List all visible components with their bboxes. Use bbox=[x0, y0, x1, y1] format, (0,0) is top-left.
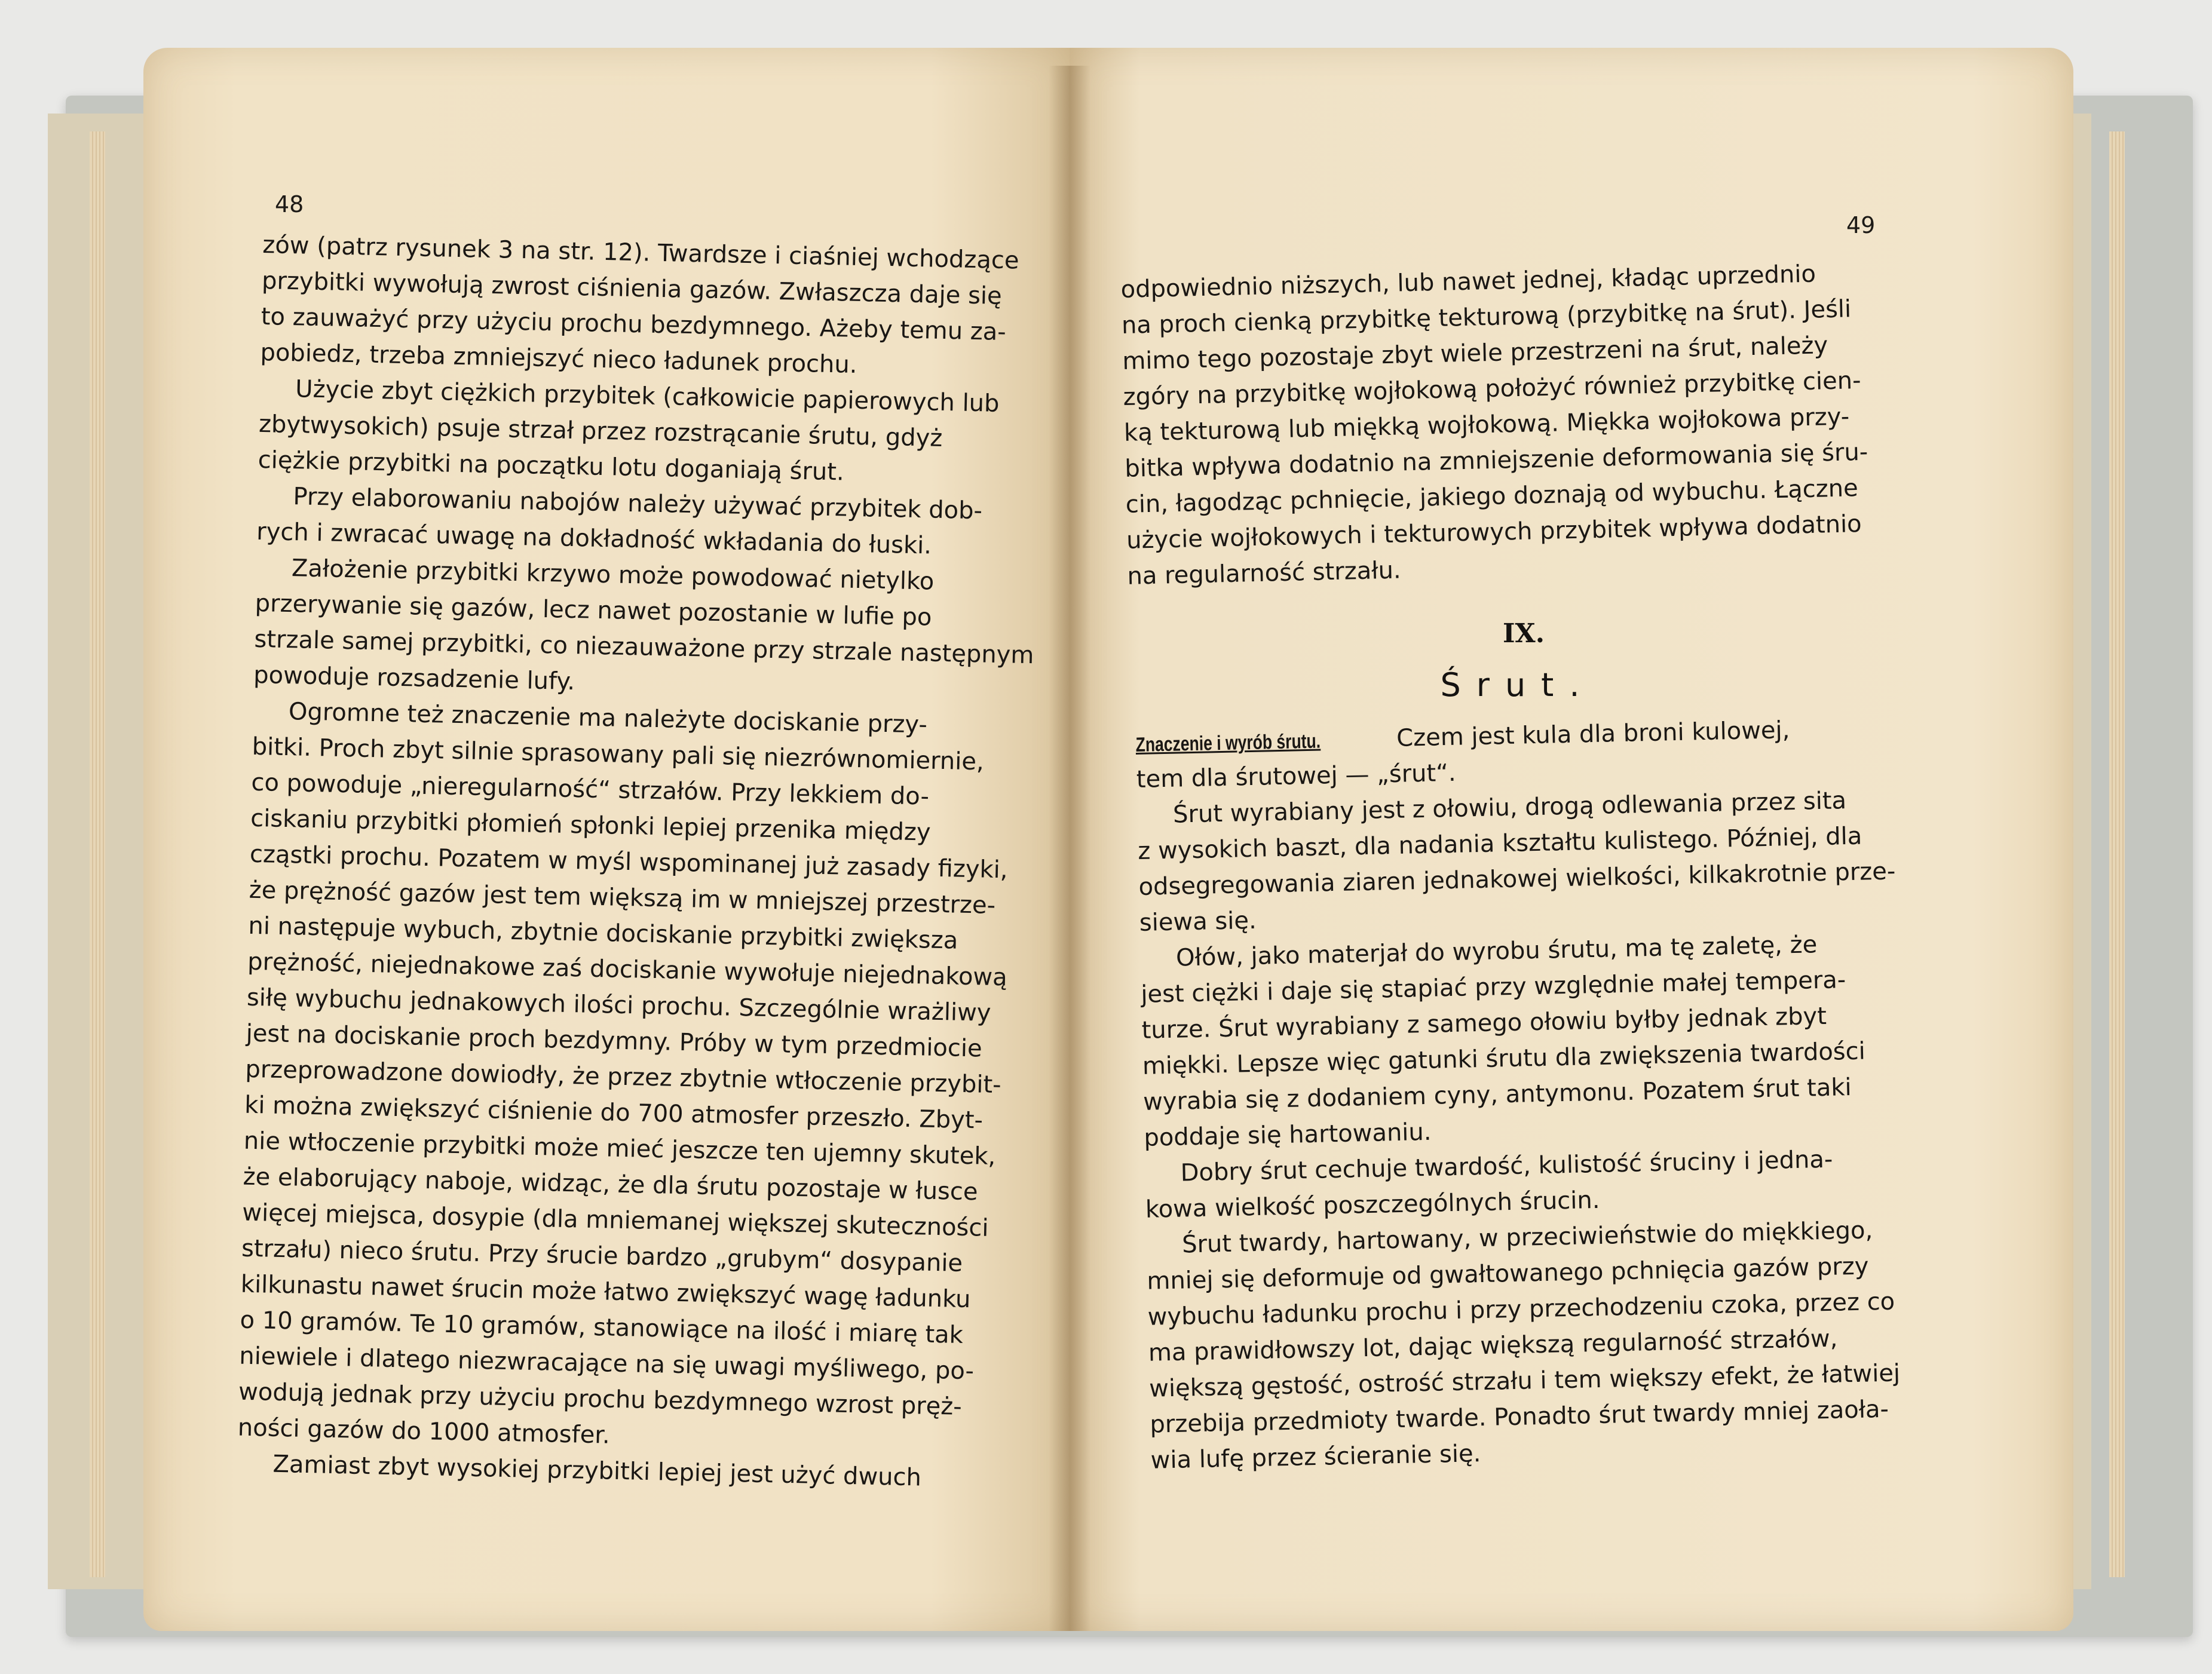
text-line: pobiedz, trzeba zmniejszyć nieco ładunek prochu. bbox=[260, 338, 857, 379]
text-line: rych i zwracać uwagę na dokładność wkładania do łuski. bbox=[256, 517, 932, 560]
text-line: zów (patrz rysunek 3 na str. 12). Twardsze i ciaśniej wchodzące bbox=[262, 231, 1019, 275]
text-line: więcej miejsca, dosypie (dla mniemanej większej skuteczności bbox=[241, 1198, 989, 1242]
text-line: wybuchu ładunku prochu i przy przechodzeniu czoka, przez co bbox=[1147, 1287, 1895, 1331]
chapter-title: Śrut. bbox=[1440, 666, 1595, 704]
text-line: kilkunastu nawet śrucin może łatwo zwiększyć wagę ładunku bbox=[240, 1270, 971, 1314]
text-line: ni następuje wybuch, zbytnie dociskanie przybitki zwiększa bbox=[248, 912, 958, 955]
text-line: siłę wybuchu jednakowych ilości prochu. Szczególnie wrażliwy bbox=[246, 983, 991, 1027]
text-line: to zauważyć przy użyciu prochu bezdymnego. Ażeby temu za- bbox=[261, 302, 1007, 347]
text-line: ciskaniu przybitki płomień spłonki lepiej przenika między bbox=[250, 804, 932, 847]
text-line: o 10 gramów. Te 10 gramów, stanowiące na ilość i miarę tak bbox=[240, 1306, 964, 1349]
text-line: poddaje się hartowaniu. bbox=[1143, 1118, 1432, 1152]
text-line: Dobry śrut cechuje twardość, kulistość śruciny i jedna- bbox=[1180, 1145, 1833, 1187]
right-page-top-text bbox=[1120, 254, 1922, 594]
text-line: Ołów, jako materjał do wyrobu śrutu, ma tę zaletę, że bbox=[1175, 931, 1818, 972]
text-line: Śrut wyrabiany jest z ołowiu, drogą odlewania przez sita bbox=[1172, 787, 1847, 829]
text-line: jest na dociskanie proch bezdymny. Próby w tym przedmiocie bbox=[246, 1019, 983, 1063]
text-line: strzale samej przybitki, co niezauważone przy strzale następnym bbox=[254, 625, 1034, 670]
right-page-number: 49 bbox=[1846, 212, 1876, 238]
text-line: ką tekturową lub miękką wojłokową. Miękka wojłokowa przy- bbox=[1123, 403, 1850, 447]
left-page-text bbox=[237, 227, 1034, 1497]
text-line: ności gazów do 1000 atmosfer. bbox=[237, 1414, 611, 1449]
text-line: z wysokich baszt, dla nadania kształtu kulistego. Później, dla bbox=[1137, 822, 1862, 865]
text-line: prężność, niejednakowe zaś dociskanie wywołuje niejednakową bbox=[247, 948, 1008, 992]
left-page-edges bbox=[90, 131, 105, 1577]
text-line: przerywanie się gazów, lecz nawet pozostanie w lufie po bbox=[255, 589, 932, 631]
text-line: siewa się. bbox=[1139, 906, 1257, 937]
text-line: zbytwysokich) psuje strzał przez rozstrącanie śrutu, gdyż bbox=[258, 410, 943, 452]
text-line: większą gęstość, ostrość strzału i tem większy efekt, że łatwiej bbox=[1148, 1359, 1901, 1403]
text-line: Śrut twardy, hartowany, w przeciwieństwie do miękkiego, bbox=[1181, 1216, 1873, 1259]
text-line: że elaborujący naboje, widząc, że dla śrutu pozostaje w łusce bbox=[243, 1163, 978, 1206]
text-line: Ogromne też znaczenie ma należyte dociskanie przy- bbox=[288, 698, 928, 739]
text-line: jest ciężki i daje się stapiać przy względnie małej tempera- bbox=[1140, 966, 1846, 1008]
text-line: cin, łagodząc pchnięcie, jakiego doznają od wybuchu. Łączne bbox=[1125, 474, 1859, 519]
text-line: odsegregowania ziaren jednakowej wielkości, kilkakrotnie prze- bbox=[1138, 857, 1896, 901]
text-line: przebija przedmioty twarde. Ponadto śrut twardy mniej zaoła- bbox=[1150, 1395, 1889, 1439]
right-page-edges bbox=[2109, 131, 2125, 1577]
text-line: wodują jednak przy użyciu prochu bezdymnego wzrost pręż- bbox=[238, 1378, 963, 1421]
text-line: bitki. Proch zbyt silnie sprasowany pali się niezrównomiernie, bbox=[252, 732, 985, 776]
text-line: nie wtłoczenie przybitki może mieć jeszcze ten ujemny skutek, bbox=[243, 1127, 996, 1171]
text-line: że prężność gazów jest tem większą im w mniejszej przestrze- bbox=[249, 876, 996, 919]
text-line: na proch cienką przybitkę tekturową (przybitkę na śrut). Jeśli bbox=[1121, 295, 1852, 339]
text-line: zgóry na przybitkę wojłokową położyć również przybitkę cien- bbox=[1123, 366, 1862, 411]
text-line: Zamiast zbyt wysokiej przybitki lepiej jest użyć dwuch bbox=[272, 1450, 922, 1492]
text-line: na regularność strzału. bbox=[1127, 556, 1402, 590]
text-line: Założenie przybitki krzywo może powodować nietylko bbox=[291, 554, 935, 596]
text-line: przeprowadzone dowiodły, że przez zbytnie wtłoczenie przybit- bbox=[244, 1055, 1002, 1099]
text-line: Przy elaborowaniu nabojów należy używać przybitek dob- bbox=[293, 483, 983, 525]
text-line: wia lufę przez ścieranie się. bbox=[1150, 1440, 1481, 1474]
text-line: użycie wojłokowych i tekturowych przybitek wpływa dodatnio bbox=[1126, 510, 1862, 554]
text-line: cząstki prochu. Pozatem w myśl wspominanej już zasady fizyki, bbox=[249, 840, 1008, 884]
text-line: ki można zwiększyć ciśnienie do 700 atmosfer przeszło. Zbyt- bbox=[244, 1091, 984, 1135]
text-line: Użycie zbyt ciężkich przybitek (całkowicie papierowych lub bbox=[295, 375, 1000, 418]
text-line: wyrabia się z dodaniem cyny, antymonu. Pozatem śrut taki bbox=[1142, 1074, 1852, 1116]
right-page-body-text bbox=[1135, 709, 1951, 1479]
chapter-number: IX. bbox=[1502, 618, 1545, 649]
text-line: miękki. Lepsze więc gatunki śrutu dla zwiększenia twardości bbox=[1142, 1037, 1866, 1080]
text-line: odpowiednio niższych, lub nawet jednej, kładąc uprzednio bbox=[1120, 260, 1816, 303]
text-line: kowa wielkość poszczególnych śrucin. bbox=[1145, 1186, 1600, 1224]
text-line: powoduje rozsadzenie lufy. bbox=[253, 661, 575, 696]
text-line: mniej się deformuje od gwałtowanego pchnięcia gazów przy bbox=[1146, 1252, 1869, 1295]
text-line: co powoduje „nieregularność“ strzałów. Przy lekkiem do- bbox=[251, 768, 930, 811]
side-heading: Znaczenie i wyrób śrutu. bbox=[1135, 729, 1321, 756]
text-line: turze. Śrut wyrabiany z samego ołowiu byłby jednak zbyt bbox=[1141, 1002, 1827, 1044]
text-line: bitka wpływa dodatnio na zmniejszenie deformowania się śru- bbox=[1124, 438, 1868, 483]
text-line: mimo tego pozostaje zbyt wiele przestrzeni na śrut, należy bbox=[1122, 332, 1828, 375]
text-line: niewiele i dlatego niezwracające na się uwagi myśliwego, po- bbox=[238, 1342, 975, 1385]
left-page-number: 48 bbox=[275, 191, 304, 217]
text-line: przybitki wywołują zwrost ciśnienia gazów. Zwłaszcza daje się bbox=[261, 266, 1003, 310]
side-heading-line-rest: Czem jest kula dla broni kulowej, bbox=[1396, 716, 1790, 752]
text-line: ciężkie przybitki na początku lotu doganiają śrut. bbox=[258, 446, 845, 486]
text-line: tem dla śrutowej — „śrut“. bbox=[1136, 759, 1457, 793]
text-line: ma prawidłowszy lot, dając większą regularność strzałów, bbox=[1148, 1325, 1838, 1367]
text-line: strzału) nieco śrutu. Przy śrucie bardzo „grubym“ dosypanie bbox=[241, 1234, 963, 1277]
book-spine-gutter bbox=[1049, 66, 1090, 1631]
